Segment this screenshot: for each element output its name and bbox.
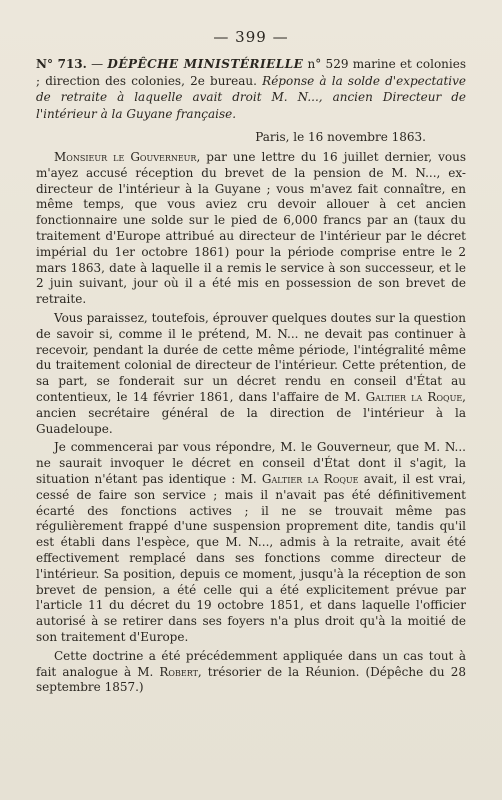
paragraph-2: [36, 311, 466, 437]
document-heading: [36, 56, 466, 122]
paragraph-2-text: Vous paraissez, toutefois, éprouver quelques doutes sur la question de savoir si, comme il le prétend, M. N... ne devait pas continuer à recevoir, pendant la durée de cette même période, l'intégralité même du traitement colonial de directeur de l'intérieur. Cette prétention, de sa part, se fonderait sur un décret rendu en conseil d'État au contentieux, le 14 février 1861, dans l'affaire de M.: [36, 310, 466, 404]
heading-subject: Réponse à la solde d'expectative de retraite à laquelle avait droit M. N..., ancien Directeur de l'intérieur à la Guyane française.: [36, 73, 466, 121]
paragraph-4: [36, 649, 466, 696]
person-name: Galtier la Roque: [365, 389, 463, 404]
person-name: Robert: [159, 664, 198, 679]
paragraph-1-text: par une lettre du 16 juillet dernier, vous m'ayez accusé réception du brevet de la pension de M. N..., ex-directeur de l'intérieur à la Guyane ; vous m'avez fait connaître, en même temps, que vous aviez cru devoir allouer à cet ancien fonctionnaire une solde sur le pied de 6,000 francs par an (taux du traitement d'Europe attribué au directeur de l'intérieur par le décret impérial du 1er octobre 1861) pour la période comprise entre le 2 mars 1863, date à laquelle il a remis le service à son successeur, et le 2 juin suivant, jour où il a été mis en possession de son brevet de retraite.: [36, 150, 466, 307]
paragraph-1: [36, 150, 466, 308]
heading-dash: —: [86, 57, 108, 71]
heading-ref: n° 529 marine et colonies ; direction des colonies, 2e bureau.: [36, 57, 466, 88]
salutation: Monsieur le Gouverneur,: [54, 150, 201, 164]
person-name: Galtier la Roque: [261, 471, 359, 486]
page-number: — 399 —: [213, 28, 289, 46]
paragraph-3-text: Je commencerai par vous répondre, M. le Gouverneur, que M. N... ne saurait invoquer le décret en conseil d'État dont il s'agit, la situation n'étant pas identique : M.: [36, 440, 466, 486]
paragraph-4-text-after: , trésorier de la Réunion. (Dépêche du 28 septembre 1857.): [36, 664, 466, 695]
paragraph-3-text-after: avait, il est vrai, cessé de faire son service ; mais il n'avait pas été définitivement écarté des fonctions actives ; il ne se trouvait même pas régulièrement frappé d'une suspension proprement dite, tandis qu'il est établi dans l'espèce, que M. N..., admis à la retraite, avait été effectivement remplacé dans ses fonctions comme directeur de l'intérieur. Sa position, depuis ce moment, jusqu'à la réception de son brevet de pension, a été celle qui a été explicitement prévue par l'article 11 du décret du 19 octobre 1851, et dans laquelle l'officier autorisé à se retirer dans ses foyers n'a plus droit qu'à la moitié de son traitement d'Europe.: [36, 471, 466, 644]
paragraph-4-text: Cette doctrine a été précédemment appliquée dans un cas tout à fait analogue à M.: [36, 648, 466, 679]
heading-number: N° 713.: [36, 57, 87, 71]
paragraph-2-text-after: , ancien secrétaire général de la direction de l'intérieur à la Guadeloupe.: [36, 389, 466, 436]
heading-title: DÉPÊCHE MINISTÉRIELLE: [107, 57, 304, 71]
dateline: Paris, le 16 novembre 1863.: [255, 130, 426, 144]
paragraph-3: [36, 440, 466, 645]
